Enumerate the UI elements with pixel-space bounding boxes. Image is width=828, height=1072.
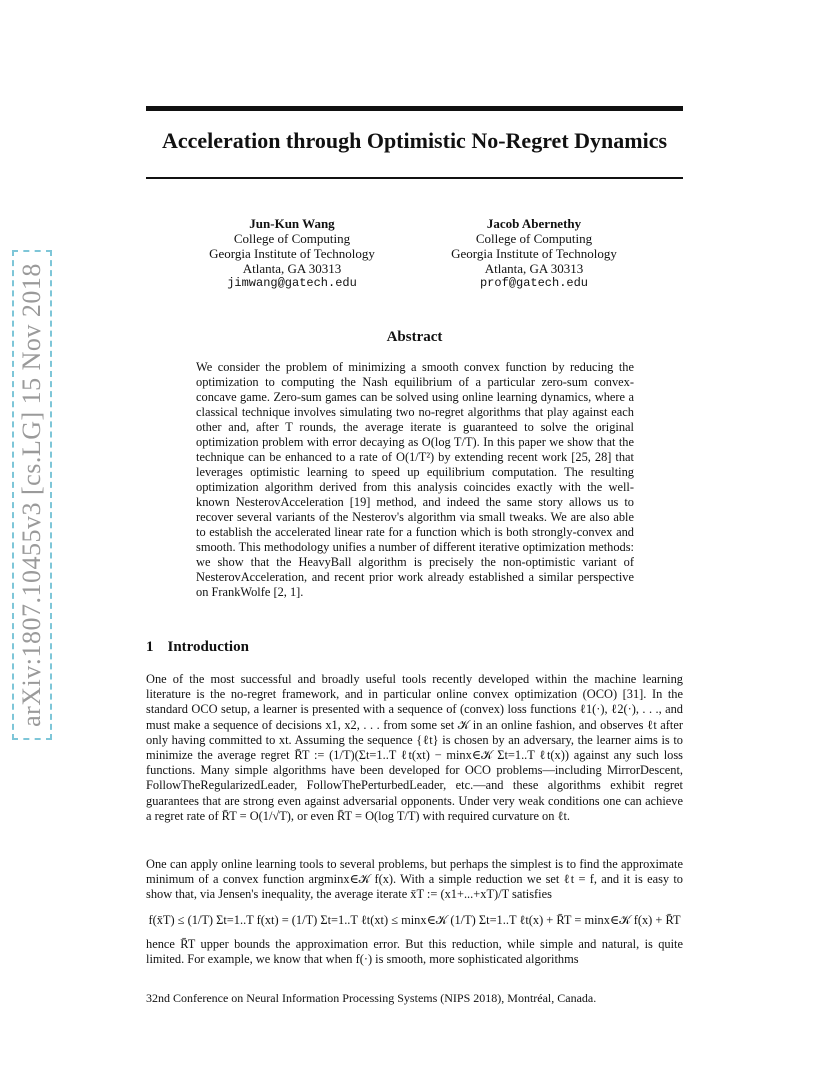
author-institution: Georgia Institute of Technology [451, 246, 617, 261]
intro-paragraph-1: One of the most successful and broadly useful tools recently developed within the machine learning literature is the no-regret framework, and in particular online convex optimization (OCO) [31]. In the standard OCO setup, a learner is presented with a sequence of (convex) loss functions ℓ1(·), ℓ2(·), . . ., and must make a sequence of decisions x1, x2, . . . from some set 𝒦 in an online fashion, and observes ℓt after only having committed to xt. Assuming the sequence {ℓt} is chosen by an adversary, the learner aims is to minimize the average regret R̄T := (1/T)(Σt=1..T ℓt(xt) − minx∈𝒦 Σt=1..T ℓt(x)) against any such loss functions. Many simple algorithms have been developed for OCO problems—including MirrorDescent, FollowTheRegularizedLeader, FollowThePerturbedLeader, etc.—and these algorithms exhibit regret guarantees that are strong even against adversarial opponents. Under very weak conditions one can achieve a regret rate of R̄T = O(1/√T), or even R̄T = O(log T/T) with required curvature on ℓt. [146, 672, 683, 823]
section-title: Introduction [167, 639, 249, 655]
author-city: Atlanta, GA 30313 [242, 261, 342, 276]
author-affiliation: College of Computing [475, 231, 593, 246]
author-email: jimwang@gatech.edu [227, 276, 357, 290]
conference-footer: 32nd Conference on Neural Information Processing Systems (NIPS 2018), Montréal, Canada. [146, 991, 597, 1005]
equation: f(x̄T) ≤ (1/T) Σt=1..T f(xt) = (1/T) Σt=1..T ℓt(xt) ≤ minx∈𝒦 (1/T) Σt=1..T ℓt(x) + R̄T = minx∈𝒦 f(x) + R̄T [148, 913, 681, 927]
author-affiliation: College of Computing [233, 231, 351, 246]
intro-paragraph-2: One can apply online learning tools to several problems, but perhaps the simplest is to find the approximate minimum of a convex function argminx∈𝒦 f(x). With a simple reduction we set ℓt = f, and it is easy to show that, via Jensen's inequality, the average iterate x̄T := (x1+...+xT)/T satisfies [146, 857, 683, 902]
author-city: Atlanta, GA 30313 [484, 261, 584, 276]
author-name: Jacob Abernethy [486, 216, 582, 231]
section-number: 1 [146, 639, 154, 655]
author-name: Jun-Kun Wang [249, 216, 335, 231]
arxiv-stamp-text: arXiv:1807.10455v3 [cs.LG] 15 Nov 2018 [17, 263, 46, 727]
author-block-1 [182, 216, 402, 291]
author-email: prof@gatech.edu [479, 276, 589, 290]
abstract-heading: Abstract [386, 329, 443, 345]
author-institution: Georgia Institute of Technology [209, 246, 375, 261]
intro-paragraph-3: hence R̄T upper bounds the approximation error. But this reduction, while simple and natural, is quite limited. For example, we know that when f(·) is smooth, more sophisticated algorithms [146, 937, 683, 967]
title-rule-top [146, 106, 683, 111]
paper-title: Acceleration through Optimistic No-Regret Dynamics [161, 128, 668, 153]
title-rule-bottom [146, 177, 683, 179]
arxiv-stamp [12, 250, 52, 740]
abstract-text: We consider the problem of minimizing a smooth convex function by reducing the optimization to computing the Nash equilibrium of a particular zero-sum convex-concave game. Zero-sum games can be solved using online learning dynamics, where a classical technique involves simulating two no-regret algorithms that play against each other and, after T rounds, the average iterate is guaranteed to solve the original optimization problem with error decaying as O(log T/T). In this paper we show that the technique can be enhanced to a rate of O(1/T²) by extending recent work [25, 28] that leverages optimistic learning to speed up equilibrium computation. The resulting optimization algorithm derived from this analysis coincides exactly with the well-known NesterovAcceleration [19] method, and indeed the same story allows us to recover several variants of the Nesterov's algorithm via small tweaks. We are also able to establish the accelerated linear rate for a function which is both strongly-convex and smooth. This methodology unifies a number of different iterative optimization methods: we show that the HeavyBall algorithm is precisely the non-optimistic variant of NesterovAcceleration, and recent prior work already established a similar perspective on FrankWolfe [2, 1]. [196, 360, 634, 599]
author-block-2 [424, 216, 644, 291]
section-heading [146, 639, 249, 656]
